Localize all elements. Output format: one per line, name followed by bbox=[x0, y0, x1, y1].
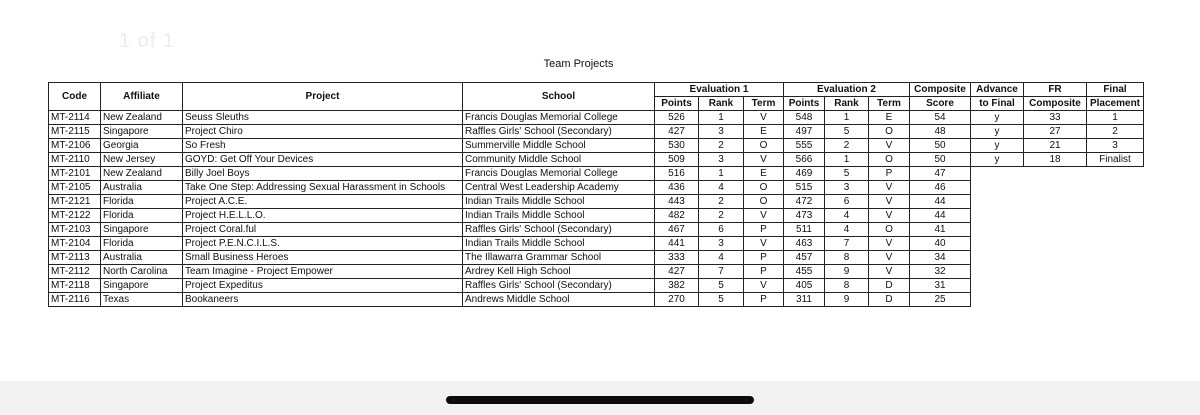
table-row bbox=[49, 237, 1144, 251]
cell-fr-composite bbox=[1024, 167, 1087, 181]
cell-e1-rank: 3 bbox=[699, 125, 744, 139]
cell-affiliate: Florida bbox=[101, 209, 183, 223]
cell-e1-points: 382 bbox=[655, 279, 699, 293]
cell-e1-points: 441 bbox=[655, 237, 699, 251]
cell-final-placement bbox=[1087, 237, 1144, 251]
cell-advance-to-final bbox=[971, 265, 1024, 279]
header-composite-line1: Composite bbox=[910, 83, 971, 97]
cell-school: Raffles Girls' School (Secondary) bbox=[463, 125, 655, 139]
page-title: Team Projects bbox=[543, 58, 614, 70]
cell-composite-score: 40 bbox=[910, 237, 971, 251]
cell-final-placement bbox=[1087, 181, 1144, 195]
cell-e2-points: 555 bbox=[784, 139, 825, 153]
cell-e1-rank: 6 bbox=[699, 223, 744, 237]
cell-final-placement bbox=[1087, 293, 1144, 307]
cell-fr-composite bbox=[1024, 223, 1087, 237]
cell-school: Indian Trails Middle School bbox=[463, 195, 655, 209]
header-advance-line2: to Final bbox=[971, 97, 1024, 111]
cell-e1-points: 443 bbox=[655, 195, 699, 209]
cell-fr-composite bbox=[1024, 265, 1087, 279]
cell-e2-points: 455 bbox=[784, 265, 825, 279]
cell-project: So Fresh bbox=[183, 139, 463, 153]
cell-code: MT-2114 bbox=[49, 111, 101, 125]
cell-code: MT-2106 bbox=[49, 139, 101, 153]
cell-e1-rank: 5 bbox=[699, 293, 744, 307]
cell-e1-rank: 1 bbox=[699, 167, 744, 181]
cell-e1-points: 482 bbox=[655, 209, 699, 223]
cell-e2-term: V bbox=[869, 195, 910, 209]
cell-affiliate: North Carolina bbox=[101, 265, 183, 279]
cell-code: MT-2113 bbox=[49, 251, 101, 265]
cell-project: Project H.E.L.L.O. bbox=[183, 209, 463, 223]
cell-e2-rank: 5 bbox=[825, 125, 869, 139]
cell-e1-rank: 4 bbox=[699, 251, 744, 265]
cell-e2-points: 469 bbox=[784, 167, 825, 181]
cell-advance-to-final: y bbox=[971, 111, 1024, 125]
cell-affiliate: Florida bbox=[101, 237, 183, 251]
cell-e1-term: V bbox=[744, 209, 784, 223]
cell-school: Indian Trails Middle School bbox=[463, 209, 655, 223]
cell-e2-term: E bbox=[869, 111, 910, 125]
cell-composite-score: 44 bbox=[910, 209, 971, 223]
table-row bbox=[49, 279, 1144, 293]
cell-fr-composite bbox=[1024, 251, 1087, 265]
cell-affiliate: Singapore bbox=[101, 223, 183, 237]
cell-e2-rank: 7 bbox=[825, 237, 869, 251]
cell-e1-rank: 4 bbox=[699, 181, 744, 195]
cell-e1-points: 467 bbox=[655, 223, 699, 237]
table-row bbox=[49, 223, 1144, 237]
cell-e2-term: V bbox=[869, 237, 910, 251]
cell-affiliate: Australia bbox=[101, 181, 183, 195]
cell-e2-rank: 2 bbox=[825, 139, 869, 153]
table-row bbox=[49, 181, 1144, 195]
cell-school: Community Middle School bbox=[463, 153, 655, 167]
cell-fr-composite: 18 bbox=[1024, 153, 1087, 167]
cell-composite-score: 31 bbox=[910, 279, 971, 293]
cell-e1-rank: 3 bbox=[699, 237, 744, 251]
cell-project: Team Imagine - Project Empower bbox=[183, 265, 463, 279]
cell-code: MT-2101 bbox=[49, 167, 101, 181]
cell-e1-rank: 7 bbox=[699, 265, 744, 279]
cell-advance-to-final bbox=[971, 293, 1024, 307]
cell-project: Small Business Heroes bbox=[183, 251, 463, 265]
cell-project: GOYD: Get Off Your Devices bbox=[183, 153, 463, 167]
header-row-1 bbox=[49, 83, 1144, 97]
header-project: Project bbox=[183, 83, 463, 111]
cell-e2-term: D bbox=[869, 279, 910, 293]
cell-code: MT-2118 bbox=[49, 279, 101, 293]
cell-fr-composite bbox=[1024, 181, 1087, 195]
header-evaluation-1: Evaluation 1 bbox=[655, 83, 784, 97]
cell-e2-term: V bbox=[869, 139, 910, 153]
cell-e1-term: O bbox=[744, 139, 784, 153]
cell-e2-term: O bbox=[869, 125, 910, 139]
cell-e2-points: 311 bbox=[784, 293, 825, 307]
cell-e2-points: 405 bbox=[784, 279, 825, 293]
cell-e1-term: P bbox=[744, 293, 784, 307]
cell-fr-composite bbox=[1024, 237, 1087, 251]
cell-code: MT-2121 bbox=[49, 195, 101, 209]
cell-advance-to-final bbox=[971, 209, 1024, 223]
cell-school: Raffles Girls' School (Secondary) bbox=[463, 223, 655, 237]
cell-e2-rank: 1 bbox=[825, 153, 869, 167]
cell-composite-score: 25 bbox=[910, 293, 971, 307]
cell-project: Seuss Sleuths bbox=[183, 111, 463, 125]
cell-final-placement bbox=[1087, 209, 1144, 223]
header-e1-term: Term bbox=[744, 97, 784, 111]
cell-code: MT-2105 bbox=[49, 181, 101, 195]
cell-school: Indian Trails Middle School bbox=[463, 237, 655, 251]
header-code: Code bbox=[49, 83, 101, 111]
cell-fr-composite: 27 bbox=[1024, 125, 1087, 139]
header-fr-line2: Composite bbox=[1024, 97, 1087, 111]
header-e2-rank: Rank bbox=[825, 97, 869, 111]
cell-fr-composite: 33 bbox=[1024, 111, 1087, 125]
header-e2-points: Points bbox=[784, 97, 825, 111]
cell-e2-term: O bbox=[869, 153, 910, 167]
cell-advance-to-final bbox=[971, 195, 1024, 209]
cell-composite-score: 32 bbox=[910, 265, 971, 279]
cell-e1-term: P bbox=[744, 251, 784, 265]
cell-school: The Illawarra Grammar School bbox=[463, 251, 655, 265]
cell-affiliate: New Zealand bbox=[101, 167, 183, 181]
cell-project: Project Coral.ful bbox=[183, 223, 463, 237]
cell-school: Summerville Middle School bbox=[463, 139, 655, 153]
cell-affiliate: Texas bbox=[101, 293, 183, 307]
cell-project: Project Chiro bbox=[183, 125, 463, 139]
cell-project: Bookaneers bbox=[183, 293, 463, 307]
table-row bbox=[49, 167, 1144, 181]
cell-e1-term: V bbox=[744, 237, 784, 251]
cell-e2-rank: 9 bbox=[825, 265, 869, 279]
cell-affiliate: Singapore bbox=[101, 125, 183, 139]
cell-e1-term: O bbox=[744, 181, 784, 195]
cell-fr-composite bbox=[1024, 195, 1087, 209]
cell-e2-term: D bbox=[869, 293, 910, 307]
cell-e2-term: V bbox=[869, 265, 910, 279]
cell-e1-points: 516 bbox=[655, 167, 699, 181]
cell-e1-term: V bbox=[744, 111, 784, 125]
cell-e2-rank: 6 bbox=[825, 195, 869, 209]
header-evaluation-2: Evaluation 2 bbox=[784, 83, 910, 97]
cell-school: Francis Douglas Memorial College bbox=[463, 111, 655, 125]
cell-e1-rank: 2 bbox=[699, 195, 744, 209]
cell-e2-points: 511 bbox=[784, 223, 825, 237]
cell-advance-to-final bbox=[971, 181, 1024, 195]
table-row bbox=[49, 153, 1144, 167]
cell-e1-rank: 2 bbox=[699, 209, 744, 223]
cell-e2-points: 497 bbox=[784, 125, 825, 139]
cell-e1-points: 436 bbox=[655, 181, 699, 195]
cell-final-placement bbox=[1087, 223, 1144, 237]
cell-school: Central West Leadership Academy bbox=[463, 181, 655, 195]
table-row bbox=[49, 195, 1144, 209]
cell-composite-score: 54 bbox=[910, 111, 971, 125]
cell-code: MT-2103 bbox=[49, 223, 101, 237]
cell-code: MT-2104 bbox=[49, 237, 101, 251]
cell-school: Andrews Middle School bbox=[463, 293, 655, 307]
cell-composite-score: 47 bbox=[910, 167, 971, 181]
cell-school: Francis Douglas Memorial College bbox=[463, 167, 655, 181]
header-affiliate: Affiliate bbox=[101, 83, 183, 111]
cell-e1-term: P bbox=[744, 265, 784, 279]
cell-advance-to-final bbox=[971, 279, 1024, 293]
cell-e1-term: E bbox=[744, 125, 784, 139]
cell-composite-score: 44 bbox=[910, 195, 971, 209]
cell-e1-rank: 3 bbox=[699, 153, 744, 167]
cell-e2-rank: 1 bbox=[825, 111, 869, 125]
cell-e2-term: V bbox=[869, 251, 910, 265]
cell-code: MT-2122 bbox=[49, 209, 101, 223]
cell-affiliate: Australia bbox=[101, 251, 183, 265]
table-row bbox=[49, 209, 1144, 223]
cell-e2-term: O bbox=[869, 223, 910, 237]
header-e1-points: Points bbox=[655, 97, 699, 111]
header-final-line2: Placement bbox=[1087, 97, 1144, 111]
header-advance-line1: Advance bbox=[971, 83, 1024, 97]
table-row bbox=[49, 265, 1144, 279]
cell-e1-points: 333 bbox=[655, 251, 699, 265]
cell-e2-rank: 3 bbox=[825, 181, 869, 195]
header-composite-line2: Score bbox=[910, 97, 971, 111]
cell-e2-points: 463 bbox=[784, 237, 825, 251]
cell-composite-score: 34 bbox=[910, 251, 971, 265]
cell-e1-rank: 2 bbox=[699, 139, 744, 153]
header-final-line1: Final bbox=[1087, 83, 1144, 97]
cell-project: Project P.E.N.C.I.L.S. bbox=[183, 237, 463, 251]
cell-project: Take One Step: Addressing Sexual Harassment in Schools bbox=[183, 181, 463, 195]
cell-school: Raffles Girls' School (Secondary) bbox=[463, 279, 655, 293]
cell-e1-term: V bbox=[744, 153, 784, 167]
cell-composite-score: 46 bbox=[910, 181, 971, 195]
cell-final-placement: Finalist bbox=[1087, 153, 1144, 167]
cell-e1-term: P bbox=[744, 223, 784, 237]
cell-code: MT-2116 bbox=[49, 293, 101, 307]
cell-e2-rank: 8 bbox=[825, 251, 869, 265]
cell-advance-to-final bbox=[971, 237, 1024, 251]
cell-e1-points: 526 bbox=[655, 111, 699, 125]
cell-e2-points: 473 bbox=[784, 209, 825, 223]
cell-e1-term: V bbox=[744, 279, 784, 293]
header-e2-term: Term bbox=[869, 97, 910, 111]
cell-project: Billy Joel Boys bbox=[183, 167, 463, 181]
table-row bbox=[49, 293, 1144, 307]
cell-code: MT-2115 bbox=[49, 125, 101, 139]
home-indicator[interactable] bbox=[446, 396, 754, 404]
cell-e2-term: V bbox=[869, 209, 910, 223]
cell-e1-points: 427 bbox=[655, 265, 699, 279]
cell-e2-rank: 4 bbox=[825, 209, 869, 223]
cell-e1-rank: 1 bbox=[699, 111, 744, 125]
cell-code: MT-2110 bbox=[49, 153, 101, 167]
cell-code: MT-2112 bbox=[49, 265, 101, 279]
cell-final-placement: 3 bbox=[1087, 139, 1144, 153]
cell-advance-to-final: y bbox=[971, 139, 1024, 153]
cell-fr-composite: 21 bbox=[1024, 139, 1087, 153]
cell-fr-composite bbox=[1024, 293, 1087, 307]
cell-final-placement bbox=[1087, 251, 1144, 265]
cell-advance-to-final: y bbox=[971, 153, 1024, 167]
cell-final-placement bbox=[1087, 279, 1144, 293]
cell-advance-to-final: y bbox=[971, 125, 1024, 139]
cell-e1-points: 427 bbox=[655, 125, 699, 139]
results-table bbox=[48, 82, 1144, 307]
cell-e2-points: 515 bbox=[784, 181, 825, 195]
cell-affiliate: New Jersey bbox=[101, 153, 183, 167]
cell-school: Ardrey Kell High School bbox=[463, 265, 655, 279]
cell-e1-rank: 5 bbox=[699, 279, 744, 293]
table-row bbox=[49, 251, 1144, 265]
cell-final-placement: 1 bbox=[1087, 111, 1144, 125]
cell-advance-to-final bbox=[971, 167, 1024, 181]
cell-e1-term: E bbox=[744, 167, 784, 181]
table-row bbox=[49, 111, 1144, 125]
cell-fr-composite bbox=[1024, 279, 1087, 293]
cell-fr-composite bbox=[1024, 209, 1087, 223]
cell-affiliate: New Zealand bbox=[101, 111, 183, 125]
cell-e2-points: 472 bbox=[784, 195, 825, 209]
cell-e2-term: V bbox=[869, 181, 910, 195]
cell-e2-rank: 4 bbox=[825, 223, 869, 237]
cell-final-placement bbox=[1087, 265, 1144, 279]
cell-advance-to-final bbox=[971, 223, 1024, 237]
cell-final-placement: 2 bbox=[1087, 125, 1144, 139]
table-row bbox=[49, 139, 1144, 153]
cell-project: Project A.C.E. bbox=[183, 195, 463, 209]
cell-final-placement bbox=[1087, 195, 1144, 209]
cell-e1-points: 530 bbox=[655, 139, 699, 153]
cell-e2-rank: 9 bbox=[825, 293, 869, 307]
cell-affiliate: Florida bbox=[101, 195, 183, 209]
cell-composite-score: 50 bbox=[910, 153, 971, 167]
cell-e2-points: 457 bbox=[784, 251, 825, 265]
cell-composite-score: 50 bbox=[910, 139, 971, 153]
cell-advance-to-final bbox=[971, 251, 1024, 265]
cell-composite-score: 41 bbox=[910, 223, 971, 237]
cell-final-placement bbox=[1087, 167, 1144, 181]
header-fr-line1: FR bbox=[1024, 83, 1087, 97]
cell-e2-points: 548 bbox=[784, 111, 825, 125]
cell-e1-term: O bbox=[744, 195, 784, 209]
cell-e2-points: 566 bbox=[784, 153, 825, 167]
cell-e1-points: 509 bbox=[655, 153, 699, 167]
header-school: School bbox=[463, 83, 655, 111]
cell-project: Project Expeditus bbox=[183, 279, 463, 293]
page-indicator: 1 of 1 bbox=[119, 30, 176, 52]
table-row bbox=[49, 125, 1144, 139]
cell-affiliate: Singapore bbox=[101, 279, 183, 293]
cell-e2-term: P bbox=[869, 167, 910, 181]
header-e1-rank: Rank bbox=[699, 97, 744, 111]
cell-e2-rank: 8 bbox=[825, 279, 869, 293]
cell-composite-score: 48 bbox=[910, 125, 971, 139]
cell-affiliate: Georgia bbox=[101, 139, 183, 153]
cell-e1-points: 270 bbox=[655, 293, 699, 307]
cell-e2-rank: 5 bbox=[825, 167, 869, 181]
table-body bbox=[49, 111, 1144, 307]
